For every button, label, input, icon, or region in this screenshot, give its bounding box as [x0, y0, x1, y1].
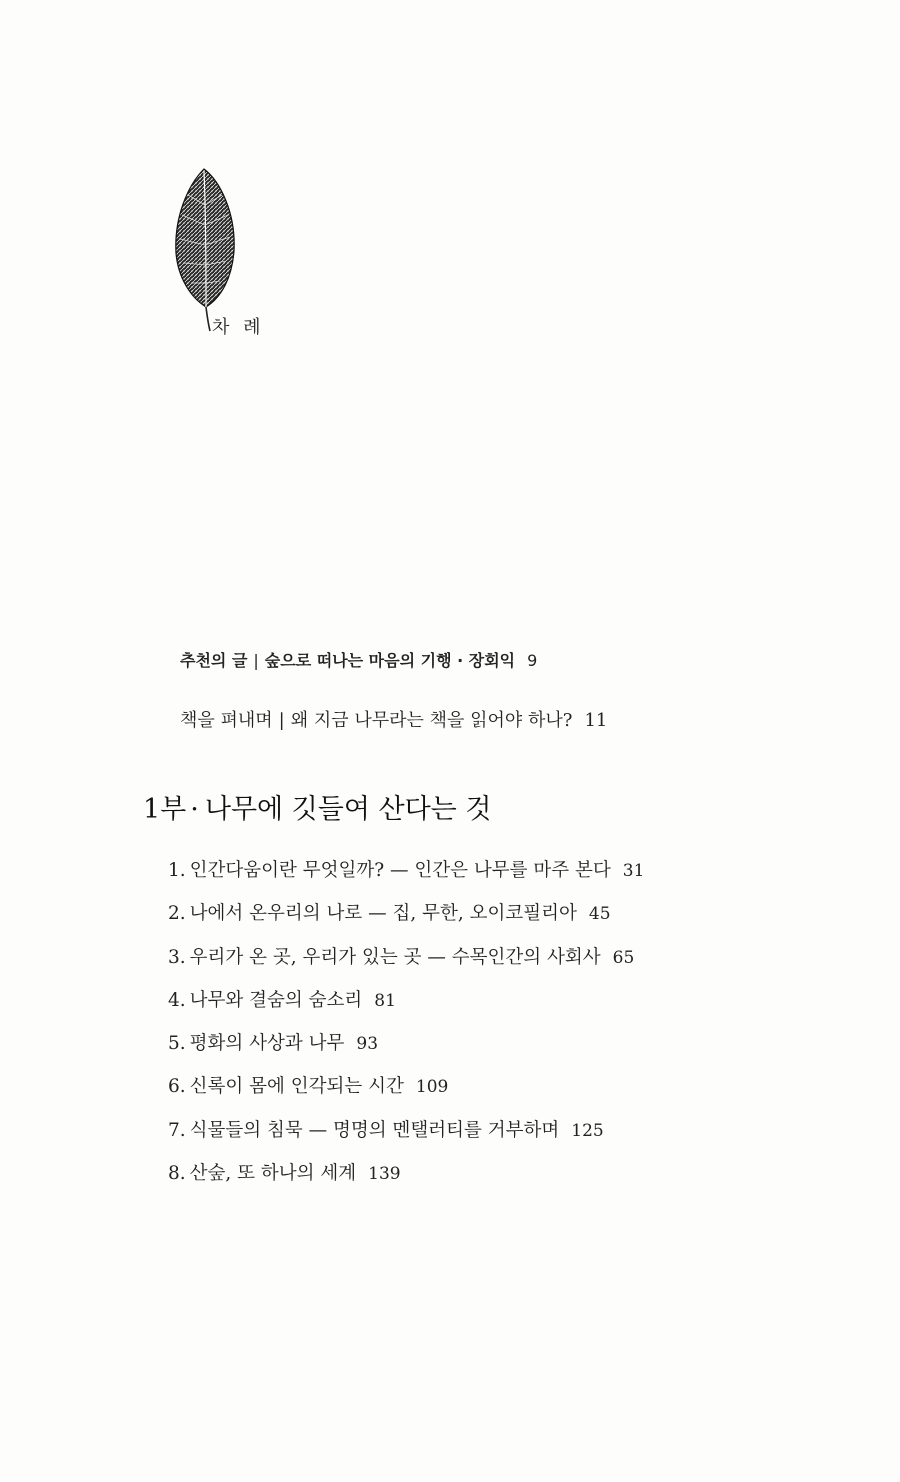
- chapter-entry: [168, 899, 644, 942]
- page-number: 81: [374, 990, 396, 1011]
- page-number: 93: [356, 1034, 379, 1055]
- chapter-entry: [168, 943, 644, 986]
- leaf-skeleton-icon: [170, 165, 242, 333]
- chapter-title: 신록이 몸에 인각되는 시간: [189, 1076, 404, 1098]
- front-matter-separator: |: [253, 651, 259, 670]
- chapter-number: 5.: [168, 1033, 186, 1055]
- chapter-entry: [168, 1159, 644, 1202]
- chapter-title: 산숲, 또 하나의 세계: [189, 1163, 357, 1185]
- chapter-number: 7.: [168, 1119, 186, 1141]
- chapter-title: 나무와 결숨의 숨소리: [189, 989, 363, 1011]
- front-matter-title: 숲으로 떠나는 마음의 기행 · 장회익: [264, 651, 516, 670]
- chapter-entry: [168, 1116, 644, 1159]
- chapter-list: [168, 856, 644, 1202]
- front-matter-entry: [180, 648, 537, 671]
- chapter-number: 3.: [168, 946, 186, 968]
- front-matter-entry: [180, 706, 607, 732]
- chapter-entry: [168, 1029, 644, 1072]
- front-matter-title: 왜 지금 나무라는 책을 읽어야 하나?: [290, 710, 573, 731]
- chapter-entry: [168, 856, 644, 899]
- chapter-number: 2.: [168, 903, 186, 925]
- chapter-title: 인간다움이란 무엇일까? — 인간은 나무를 마주 본다: [189, 860, 611, 881]
- page-number: 65: [612, 947, 635, 968]
- page-number: 125: [571, 1120, 604, 1141]
- part-number: 1부: [143, 794, 187, 825]
- chapter-number: 4.: [168, 989, 186, 1011]
- chapter-title: 나에서 온우리의 나로 — 집, 무한, 오이코필리아: [189, 903, 577, 925]
- part-separator: ·: [190, 794, 199, 825]
- chapter-number: 8.: [168, 1163, 186, 1185]
- chapter-title: 식물들의 침묵 — 명명의 멘탤러티를 거부하며: [189, 1119, 560, 1141]
- part-title: 나무에 깃들여 산다는 것: [204, 794, 492, 825]
- chapter-entry: [168, 1072, 644, 1115]
- page-number: 31: [622, 861, 645, 881]
- front-matter-label: 추천의 글: [180, 651, 248, 670]
- front-matter-separator: |: [278, 710, 285, 731]
- chapter-title: 평화의 사상과 나무: [189, 1033, 345, 1055]
- page-number: 139: [368, 1164, 401, 1185]
- page-number: 45: [588, 904, 611, 925]
- chapter-entry: [168, 986, 644, 1029]
- page-number: 109: [415, 1077, 449, 1098]
- table-of-contents-title: 차 례: [212, 317, 265, 338]
- chapter-title: 우리가 온 곳, 우리가 있는 곳 — 수목인간의 사회사: [189, 946, 601, 968]
- part-heading: [143, 787, 491, 826]
- page-number: 9: [527, 651, 538, 670]
- page-number: 11: [584, 710, 608, 731]
- chapter-number: 1.: [168, 860, 186, 881]
- front-matter-label: 책을 펴내며: [180, 710, 273, 731]
- chapter-number: 6.: [168, 1076, 186, 1098]
